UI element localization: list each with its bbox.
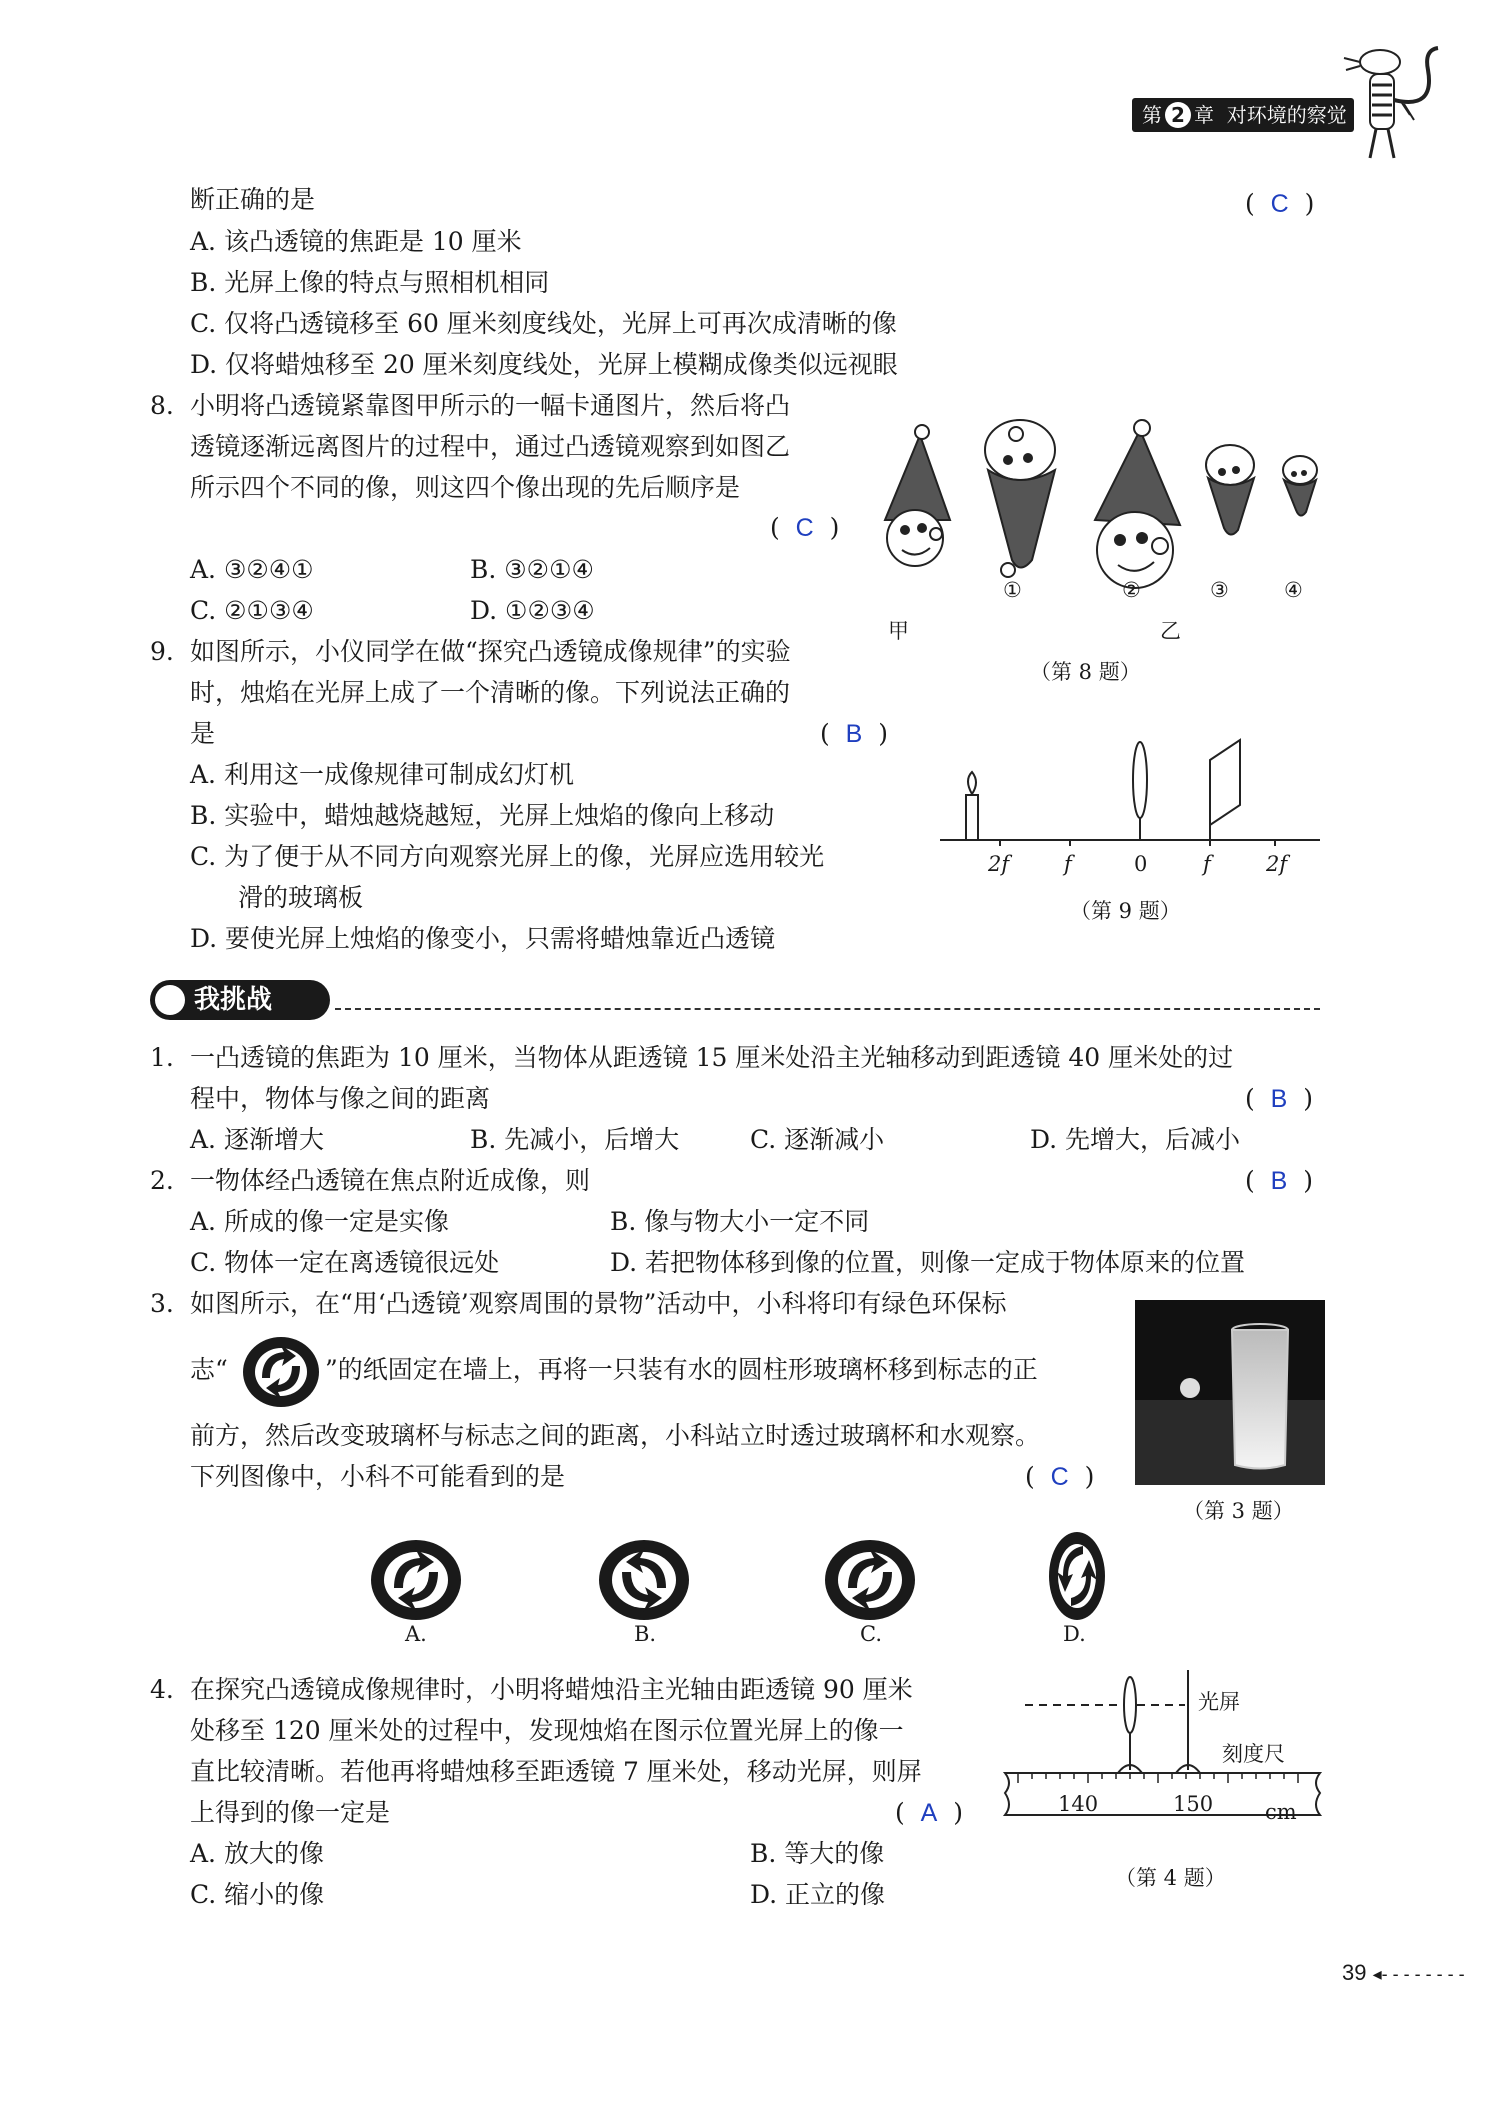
chapter-title: 对环境的察觉 (1226, 103, 1347, 127)
q8-option-a: A. ③②④① (190, 555, 314, 584)
image-4-icon (1283, 456, 1317, 516)
top-option-b: B. 光屏上像的特点与照相机相同 (190, 268, 550, 297)
lens-icon (1133, 742, 1147, 840)
c4-line-3: 直比较清晰。若他再将蜡烛移至距透镜 7 厘米处，移动光屏，则屏 (190, 1757, 922, 1786)
q8-image-label-3: ③ (1210, 578, 1229, 602)
q8-image-label-2: ② (1122, 578, 1141, 602)
c4-number: 4. (150, 1675, 174, 1704)
q9-number: 9. (150, 637, 174, 666)
c4-option-b: B. 等大的像 (750, 1839, 885, 1868)
top-question-answer: C (1270, 190, 1289, 218)
choice-d-logo-icon (1047, 1530, 1107, 1622)
top-option-d: D. 仅将蜡烛移至 20 厘米刻度线处，光屏上模糊成像类似远视眼 (190, 350, 898, 379)
q9-option-b: B. 实验中，蜡烛越烧越短，光屏上烛焰的像向上移动 (190, 801, 775, 830)
c4-caption: （第 4 题） (1115, 1866, 1226, 1890)
choice-b-label: B. (634, 1622, 657, 1646)
c4-label-screen: 光屏 (1198, 1690, 1240, 1714)
c3-caption: （第 3 题） (1183, 1499, 1294, 1523)
c2-option-a: A. 所成的像一定是实像 (190, 1207, 449, 1236)
q9-axis-2f-left: 2f (988, 852, 1010, 876)
q9-axis-f-left: f (1064, 852, 1072, 876)
clown-jia-icon (885, 425, 950, 566)
q9-axis-f-right: f (1203, 852, 1211, 876)
top-question-stem: 断正确的是 (190, 185, 316, 214)
q9-answer-blank: ( B ) (820, 719, 888, 748)
choice-c-logo-icon (822, 1538, 918, 1622)
choice-c-label: C. (860, 1622, 882, 1646)
c1-option-c: C. 逐渐减小 (750, 1125, 885, 1154)
page-number (1342, 1960, 1465, 1986)
candle-icon (966, 772, 978, 840)
q8-line-3: 所示四个不同的像，则这四个像出现的先后顺序是 (190, 473, 741, 502)
c4-option-d: D. 正立的像 (750, 1880, 886, 1909)
image-2-icon (1095, 420, 1180, 588)
q9-caption: （第 9 题） (1070, 899, 1181, 923)
q9-answer: B (845, 720, 863, 748)
c1-line-1: 一凸透镜的焦距为 10 厘米，当物体从距透镜 15 厘米处沿主光轴移动到距透镜 40 厘米处的过 (190, 1043, 1234, 1072)
section-divider (335, 1008, 1320, 1010)
section-title: 我挑战 (194, 985, 273, 1015)
q9-line-2: 时，烛焰在光屏上成了一个清晰的像。下列说法正确的 (190, 678, 791, 707)
c2-option-d: D. 若把物体移到像的位置，则像一定成于物体原来的位置 (610, 1248, 1246, 1277)
badge-icon (155, 985, 185, 1015)
c4-answer-blank: ( A ) (895, 1798, 963, 1827)
q8-line-1: 小明将凸透镜紧靠图甲所示的一幅卡通图片，然后将凸 (190, 391, 791, 420)
c2-answer-blank: ( B ) (1245, 1166, 1313, 1195)
c3-line-1: 如图所示，在“用‘凸透镜’观察周围的景物”活动中，小科将印有绿色环保标 (190, 1289, 1007, 1318)
choice-a-label: A. (405, 1622, 427, 1646)
q9-option-a: A. 利用这一成像规律可制成幻灯机 (190, 760, 574, 789)
c4-line-2: 处移至 120 厘米处的过程中，发现烛焰在图示位置光屏上的像一 (190, 1716, 904, 1745)
q8-label-yi: 乙 (1160, 619, 1181, 643)
q9-option-d: D. 要使光屏上烛焰的像变小，只需将蜡烛靠近凸透镜 (190, 924, 776, 953)
page-arrow-icon: ◂- - - - - - - - (1372, 1964, 1465, 1984)
q9-axis-zero: 0 (1134, 852, 1148, 876)
c4-tick-150: 150 (1173, 1792, 1214, 1816)
c3-line-2-pre: 志“ (190, 1355, 228, 1384)
q8-option-c: C. ②①③④ (190, 596, 314, 625)
chapter-tag (1132, 98, 1354, 132)
c4-answer: A (920, 1799, 938, 1827)
image-3-icon (1206, 445, 1254, 535)
top-option-c: C. 仅将凸透镜移至 60 厘米刻度线处，光屏上可再次成清晰的像 (190, 309, 897, 338)
c4-line-4: 上得到的像一定是 (190, 1798, 391, 1827)
c4-unit: cm (1265, 1800, 1297, 1824)
q8-answer-blank: ( C ) (770, 513, 840, 542)
c1-answer: B (1270, 1085, 1288, 1113)
q9-option-c: C. 为了便于从不同方向观察光屏上的像，光屏应选用较光 (190, 842, 825, 871)
light-screen-icon (1176, 1670, 1200, 1773)
c2-line: 一物体经凸透镜在焦点附近成像，则 (190, 1166, 591, 1195)
c3-line-3: 前方，然后改变玻璃杯与标志之间的距离，小科站立时透过玻璃杯和水观察。 (190, 1421, 1041, 1450)
c3-line-2-post: ”的纸固定在墙上，再将一只装有水的圆柱形玻璃杯移到标志的正 (325, 1355, 1038, 1384)
c1-option-d: D. 先增大，后减小 (1030, 1125, 1241, 1154)
q8-caption: （第 8 题） (1030, 660, 1141, 684)
chapter-prefix: 第 (1142, 103, 1162, 127)
chapter-suffix: 章 (1194, 103, 1214, 127)
chapter-number: 2 (1165, 102, 1191, 128)
c1-option-a: A. 逐渐增大 (190, 1125, 324, 1154)
c3-answer-blank: ( C ) (1025, 1462, 1095, 1491)
tiger-mascot-icon (1340, 40, 1460, 170)
image-1-icon (985, 420, 1055, 577)
q8-option-b: B. ③②①④ (470, 555, 594, 584)
choice-a-logo-icon (368, 1538, 464, 1622)
c4-tick-140: 140 (1058, 1792, 1099, 1816)
q9-option-c-cont: 滑的玻璃板 (238, 883, 364, 912)
c1-number: 1. (150, 1043, 174, 1072)
c1-line-2: 程中，物体与像之间的距离 (190, 1084, 491, 1113)
q8-image-label-1: ① (1003, 578, 1022, 602)
c1-option-b: B. 先减小，后增大 (470, 1125, 680, 1154)
c4-label-ruler: 刻度尺 (1222, 1742, 1285, 1766)
q9-line-3: 是 (190, 719, 216, 748)
c1-answer-blank: ( B ) (1245, 1084, 1313, 1113)
q8-line-2: 透镜逐渐远离图片的过程中，通过凸透镜观察到如图乙 (190, 432, 791, 461)
c2-number: 2. (150, 1166, 174, 1195)
c4-line-1: 在探究凸透镜成像规律时，小明将蜡烛沿主光轴由距透镜 90 厘米 (190, 1675, 913, 1704)
recycle-logo-icon (240, 1334, 322, 1410)
q9-axis-2f-right: 2f (1266, 852, 1288, 876)
q8-number: 8. (150, 391, 174, 420)
c2-answer: B (1270, 1167, 1288, 1195)
c3-line-4: 下列图像中，小科不可能看到的是 (190, 1462, 566, 1491)
q8-figure (870, 410, 1330, 640)
c2-option-b: B. 像与物大小一定不同 (610, 1207, 870, 1236)
lens-icon (1118, 1677, 1142, 1773)
c3-photo (1135, 1300, 1325, 1485)
choice-b-logo-icon (596, 1538, 692, 1622)
top-question-answer-blank: ( C ) (1245, 189, 1315, 218)
q8-answer: C (795, 514, 814, 542)
q8-image-label-4: ④ (1284, 578, 1303, 602)
c2-option-c: C. 物体一定在离透镜很远处 (190, 1248, 500, 1277)
c4-option-a: A. 放大的像 (190, 1839, 324, 1868)
c3-number: 3. (150, 1289, 174, 1318)
page-number-value: 39 (1342, 1960, 1367, 1985)
section-banner (150, 980, 330, 1020)
c3-answer: C (1050, 1463, 1069, 1491)
choice-d-label: D. (1063, 1622, 1086, 1646)
screen-icon (1210, 740, 1240, 840)
top-option-a: A. 该凸透镜的焦距是 10 厘米 (190, 227, 522, 256)
c4-option-c: C. 缩小的像 (190, 1880, 325, 1909)
q8-label-jia: 甲 (888, 619, 909, 643)
q8-option-d: D. ①②③④ (470, 596, 595, 625)
q9-line-1: 如图所示，小仪同学在做“探究凸透镜成像规律”的实验 (190, 637, 791, 666)
